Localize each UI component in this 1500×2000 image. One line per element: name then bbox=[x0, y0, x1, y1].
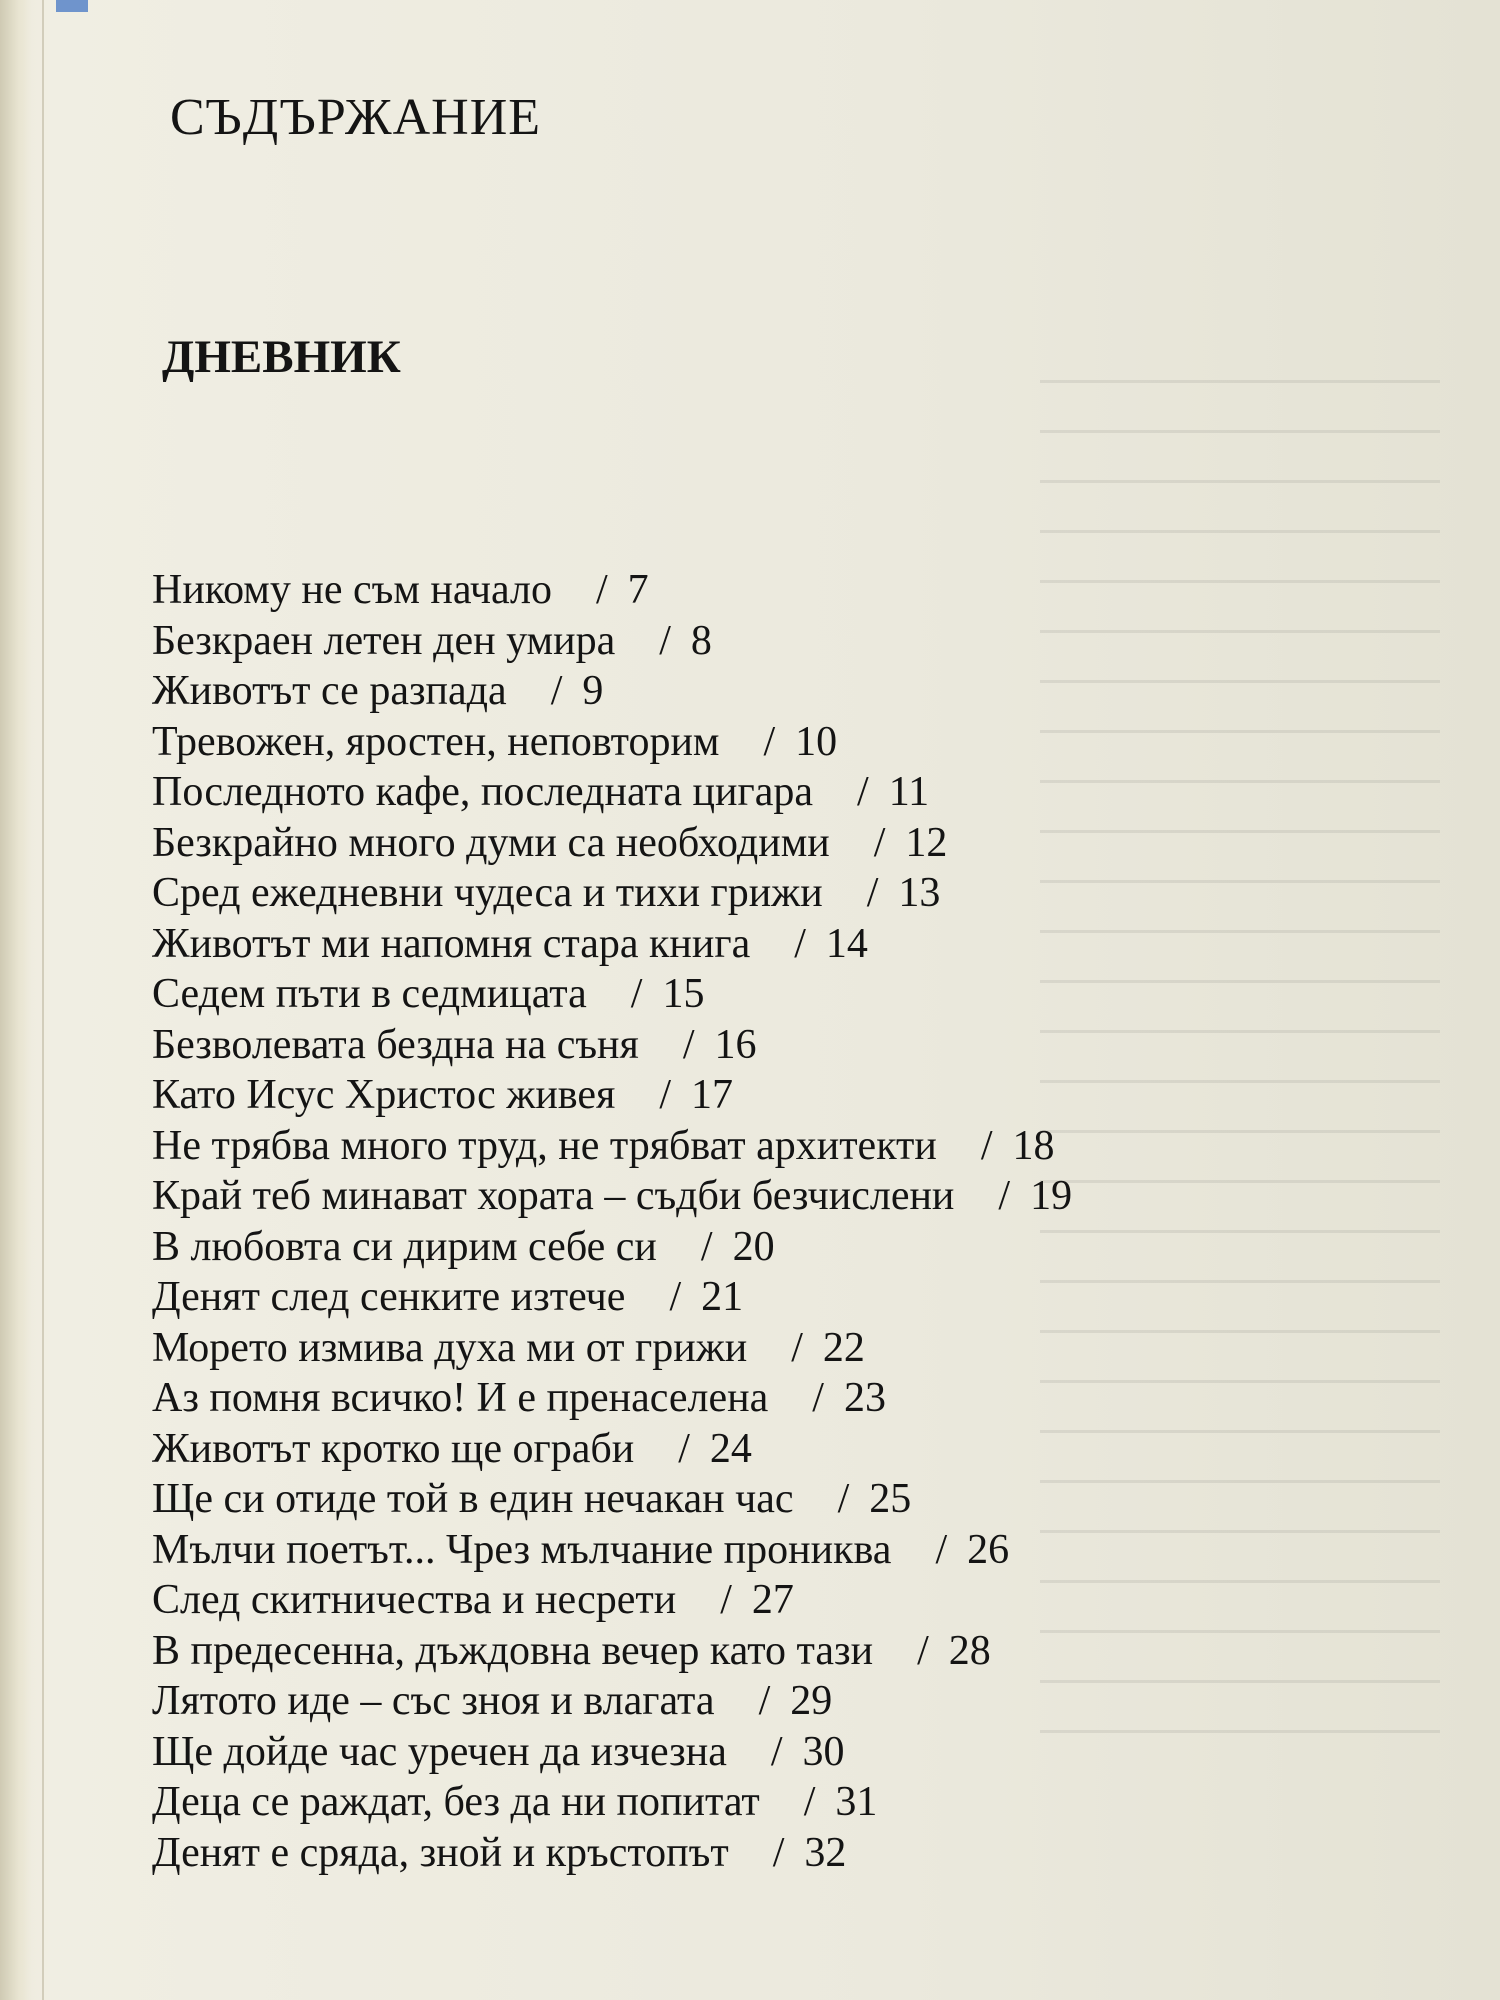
entry-separator: / bbox=[812, 1375, 824, 1421]
entry-separator: / bbox=[857, 769, 869, 815]
entry-separator: / bbox=[794, 920, 806, 967]
entry-page-number: 32 bbox=[804, 1829, 847, 1876]
entry-separator: / bbox=[678, 1425, 690, 1472]
entry-title: Денят след сенките изтече bbox=[152, 1274, 626, 1320]
toc-entry bbox=[152, 1626, 1352, 1677]
entry-title: Ще си отиде той в един нечакан час bbox=[152, 1476, 794, 1522]
entry-page-number: 8 bbox=[690, 617, 712, 664]
entry-page-number: 13 bbox=[898, 870, 941, 916]
entry-separator: / bbox=[980, 1122, 993, 1169]
entry-separator: / bbox=[866, 870, 879, 916]
entry-page-number: 12 bbox=[905, 819, 948, 866]
entry-page-number: 29 bbox=[790, 1678, 833, 1724]
entry-separator: / bbox=[659, 1072, 672, 1118]
entry-title: Никому не съм начало bbox=[152, 567, 552, 613]
toc-entry bbox=[152, 1676, 1352, 1727]
entry-separator: / bbox=[837, 1476, 850, 1522]
toc-entry bbox=[152, 1575, 1352, 1626]
entry-separator: / bbox=[917, 1627, 929, 1674]
entry-title: Аз помня всичко! И е пренаселена bbox=[152, 1375, 769, 1421]
toc-entry bbox=[152, 868, 1352, 919]
entry-title: Животът се разпада bbox=[152, 668, 507, 714]
entry-page-number: 21 bbox=[701, 1274, 744, 1320]
entry-page-number: 25 bbox=[869, 1476, 912, 1522]
entry-separator: / bbox=[772, 1829, 785, 1876]
entry-page-number: 27 bbox=[751, 1577, 794, 1623]
table-of-contents bbox=[152, 565, 1352, 1878]
entry-title: Като Исус Христос живея bbox=[152, 1072, 616, 1118]
entry-title: След скитничества и несрети bbox=[152, 1577, 677, 1623]
entry-page-number: 28 bbox=[948, 1627, 991, 1674]
entry-title: Тревожен, яростен, неповторим bbox=[152, 718, 720, 765]
toc-entry bbox=[152, 1727, 1352, 1778]
entry-title: Безкрайно много думи са необходими bbox=[152, 819, 830, 866]
entry-title: В любовта си дирим себе си bbox=[152, 1223, 657, 1270]
toc-entry bbox=[152, 969, 1352, 1020]
entry-separator: / bbox=[630, 971, 643, 1017]
entry-title: В предесенна, дъждовна вечер като тази bbox=[152, 1627, 874, 1674]
toc-entry bbox=[152, 1121, 1352, 1172]
toc-entry bbox=[152, 666, 1352, 717]
entry-separator: / bbox=[935, 1526, 948, 1573]
entry-separator: / bbox=[682, 1021, 695, 1068]
entry-page-number: 17 bbox=[691, 1072, 734, 1118]
entry-page-number: 24 bbox=[709, 1425, 752, 1472]
entry-title: Безволевата бездна на съня bbox=[152, 1021, 639, 1068]
entry-title: Сред ежедневни чудеса и тихи грижи bbox=[152, 870, 823, 916]
entry-page-number: 16 bbox=[714, 1021, 757, 1068]
toc-entry bbox=[152, 1020, 1352, 1071]
entry-page-number: 7 bbox=[627, 567, 649, 613]
entry-separator: / bbox=[873, 819, 886, 866]
toc-entry bbox=[152, 919, 1352, 970]
entry-page-number: 20 bbox=[732, 1223, 775, 1270]
entry-separator: / bbox=[550, 668, 563, 714]
bookmark-tab bbox=[56, 0, 88, 12]
entry-separator: / bbox=[669, 1274, 682, 1320]
toc-entry bbox=[152, 1373, 1352, 1424]
entry-title: Последното кафе, последната цигара bbox=[152, 769, 814, 815]
entry-separator: / bbox=[998, 1173, 1011, 1219]
toc-entry bbox=[152, 1777, 1352, 1828]
entry-page-number: 26 bbox=[967, 1526, 1010, 1573]
entry-title: Безкраен летен ден умира bbox=[152, 617, 616, 664]
entry-title: Край теб минават хората – съдби безчислени bbox=[152, 1173, 955, 1219]
toc-entry bbox=[152, 1474, 1352, 1525]
entry-title: Не трябва много труд, не трябват архитекти bbox=[152, 1122, 937, 1169]
entry-title: Лятото иде – със зноя и влагата bbox=[152, 1678, 715, 1724]
entry-separator: / bbox=[803, 1779, 816, 1825]
toc-entry bbox=[152, 1171, 1352, 1222]
toc-entry bbox=[152, 818, 1352, 869]
toc-entry bbox=[152, 1323, 1352, 1374]
entry-page-number: 30 bbox=[802, 1728, 845, 1775]
entry-page-number: 19 bbox=[1030, 1173, 1073, 1219]
entry-title: Животът кротко ще ограби bbox=[152, 1425, 635, 1472]
entry-page-number: 18 bbox=[1012, 1122, 1055, 1169]
entry-page-number: 9 bbox=[582, 668, 604, 714]
entry-separator: / bbox=[763, 718, 776, 765]
entry-page-number: 23 bbox=[843, 1375, 886, 1421]
toc-entry bbox=[152, 616, 1352, 667]
entry-page-number: 10 bbox=[795, 718, 838, 765]
toc-entry bbox=[152, 1070, 1352, 1121]
toc-entry bbox=[152, 565, 1352, 616]
book-spine-shadow bbox=[0, 0, 32, 2000]
entry-separator: / bbox=[720, 1577, 732, 1623]
section-heading: ДНЕВНИК bbox=[162, 331, 401, 383]
toc-entry bbox=[152, 717, 1352, 768]
entry-separator: / bbox=[791, 1324, 803, 1371]
toc-entry bbox=[152, 1525, 1352, 1576]
entry-separator: / bbox=[770, 1728, 783, 1775]
toc-entry bbox=[152, 1828, 1352, 1879]
entry-page-number: 15 bbox=[662, 971, 705, 1017]
entry-separator: / bbox=[700, 1223, 713, 1270]
entry-page-number: 31 bbox=[835, 1779, 878, 1825]
entry-page-number: 11 bbox=[888, 769, 930, 815]
toc-entry bbox=[152, 1222, 1352, 1273]
entry-title: Морето измива духа ми от грижи bbox=[152, 1324, 748, 1371]
entry-title: Животът ми напомня стара книга bbox=[152, 920, 751, 967]
entry-separator: / bbox=[595, 567, 608, 613]
entry-separator: / bbox=[758, 1678, 771, 1724]
entry-page-number: 22 bbox=[822, 1324, 865, 1371]
page-edge-line bbox=[42, 0, 44, 2000]
entry-title: Ще дойде час уречен да изчезна bbox=[152, 1728, 727, 1775]
entry-separator: / bbox=[659, 617, 671, 664]
entry-page-number: 14 bbox=[825, 920, 868, 967]
entry-title: Седем пъти в седмицата bbox=[152, 971, 587, 1017]
entry-title: Мълчи поетът... Чрез мълчание прониква bbox=[152, 1526, 892, 1573]
entry-title: Денят е сряда, зной и кръстопът bbox=[152, 1829, 729, 1876]
entry-title: Деца се раждат, без да ни попитат bbox=[152, 1779, 760, 1825]
toc-entry bbox=[152, 1424, 1352, 1475]
toc-entry bbox=[152, 1272, 1352, 1323]
toc-entry bbox=[152, 767, 1352, 818]
page-title: СЪДЪРЖАНИЕ bbox=[170, 89, 542, 146]
